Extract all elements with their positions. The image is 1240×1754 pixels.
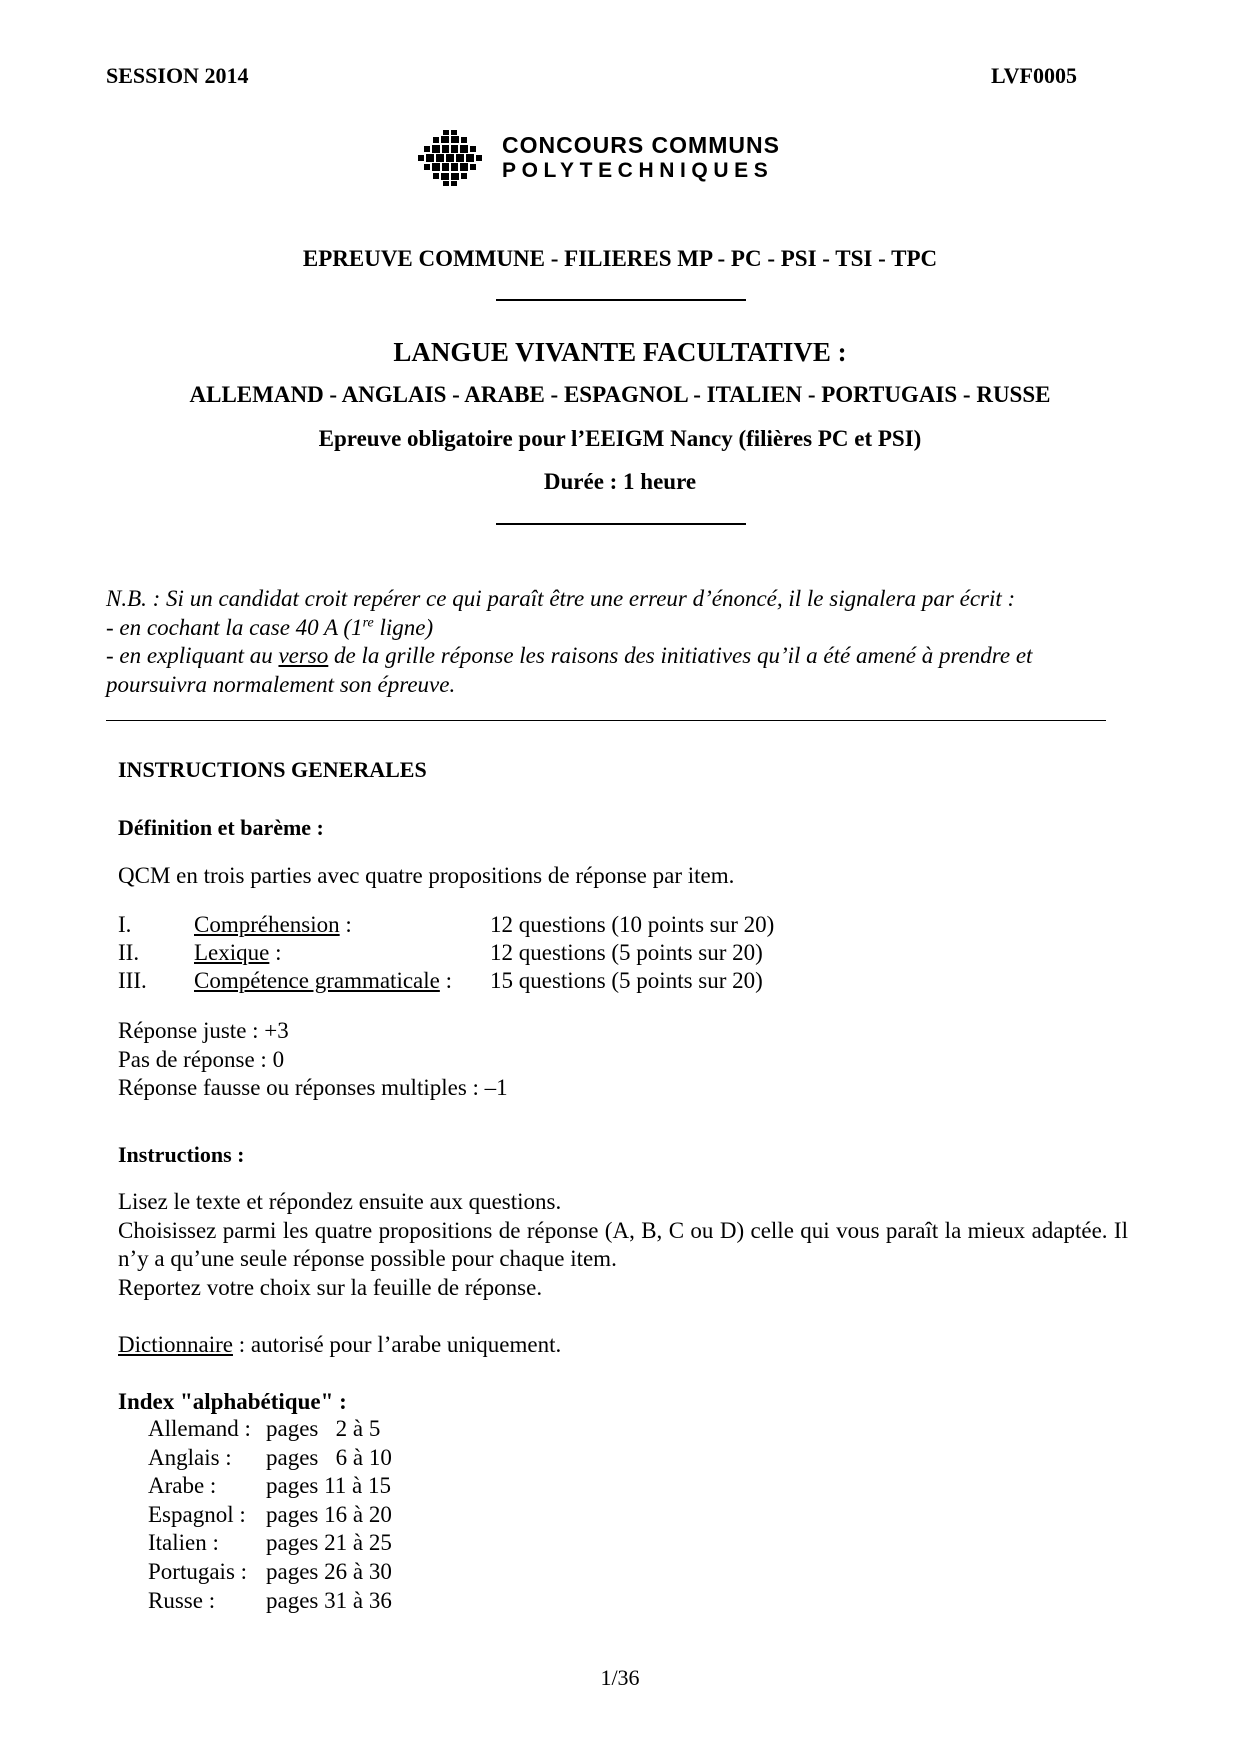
index-row: Allemand : pages 2 à 5 — [148, 1416, 381, 1441]
langues-list: ALLEMAND - ANGLAIS - ARABE - ESPAGNOL - ITALIEN - PORTUGAIS - RUSSE — [189, 382, 1051, 407]
scoring-item: Réponse fausse ou réponses multiples : –1 — [118, 1075, 508, 1100]
duree: Durée : 1 heure — [543, 469, 697, 494]
instructions-heading: Instructions : — [118, 1142, 245, 1167]
instructions-line: Choisissez parmi les quatre propositions de réponse (A, B, C ou D) celle qui vous paraît la mieux adaptée. Il n’y a qu’une seule réponse possible pour chaque item. — [118, 1217, 1128, 1271]
part-row: I. Compréhension : 12 questions (10 points sur 20) — [118, 912, 775, 937]
epreuve-title: EPREUVE COMMUNE - FILIERES MP - PC - PSI - TSI - TPC — [302, 246, 938, 271]
dictionnaire-label: Dictionnaire — [118, 1332, 233, 1357]
nb-line4: poursuivra normalement son épreuve. — [106, 671, 456, 697]
logo-line2: POLYTECHNIQUES — [502, 159, 774, 182]
page-number: 1/36 — [600, 1665, 640, 1690]
ccp-dot-globe-logo-icon — [416, 128, 488, 188]
logo-text — [502, 132, 780, 184]
dictionnaire-line: Dictionnaire : autorisé pour l’arabe uniquement. — [118, 1332, 562, 1357]
index-heading: Index "alphabétique" : — [118, 1389, 347, 1414]
scoring-list — [118, 1017, 508, 1103]
index-row: Espagnol : pages 16 à 20 — [148, 1501, 392, 1527]
scoring-item: Pas de réponse : 0 — [118, 1046, 285, 1072]
nb-line2: - en cochant la case 40 A (1re ligne) — [106, 614, 434, 640]
instructions-line: Lisez le texte et répondez ensuite aux questions. — [118, 1189, 562, 1214]
part-row: III. Compétence grammaticale : 15 questions (5 points sur 20) — [118, 968, 763, 993]
verso-underlined: verso — [278, 643, 329, 668]
definition-heading: Définition et barème : — [118, 815, 324, 840]
obligatoire-note: Epreuve obligatoire pour l’EEIGM Nancy (filières PC et PSI) — [318, 426, 922, 451]
title-divider — [496, 299, 746, 301]
instructions-line: Reportez votre choix sur la feuille de réponse. — [118, 1274, 543, 1300]
instructions-generales-heading: INSTRUCTIONS GENERALES — [118, 757, 427, 782]
session-label: SESSION 2014 — [106, 63, 249, 88]
index-row: Arabe : pages 11 à 15 — [148, 1473, 391, 1499]
index-list — [148, 1415, 548, 1615]
nb-block — [106, 585, 1146, 699]
qcm-intro: QCM en trois parties avec quatre propositions de réponse par item. — [118, 863, 735, 888]
nb-line1: N.B. : Si un candidat croit repérer ce qui paraît être une erreur d’énoncé, il le signalera par écrit : — [106, 586, 1016, 611]
nb-line3: - en expliquant au verso de la grille réponse les raisons des initiatives qu’il a été amené à prendre et — [106, 643, 1033, 668]
logo-line1: CONCOURS COMMUNS — [502, 132, 780, 158]
langue-title: LANGUE VIVANTE FACULTATIVE : — [393, 337, 847, 367]
duree-divider — [496, 523, 746, 525]
index-row: Portugais : pages 26 à 30 — [148, 1558, 392, 1584]
index-row: Anglais : pages 6 à 10 — [148, 1444, 392, 1470]
exam-code: LVF0005 — [991, 63, 1077, 88]
index-row: Russe : pages 31 à 36 — [148, 1587, 392, 1613]
part-row: II. Lexique : 12 questions (5 points sur 20) — [118, 940, 763, 965]
index-row: Italien : pages 21 à 25 — [148, 1530, 392, 1556]
instructions-body — [118, 1188, 1128, 1302]
nb-divider — [106, 720, 1106, 721]
scoring-item: Réponse juste : +3 — [118, 1018, 289, 1043]
